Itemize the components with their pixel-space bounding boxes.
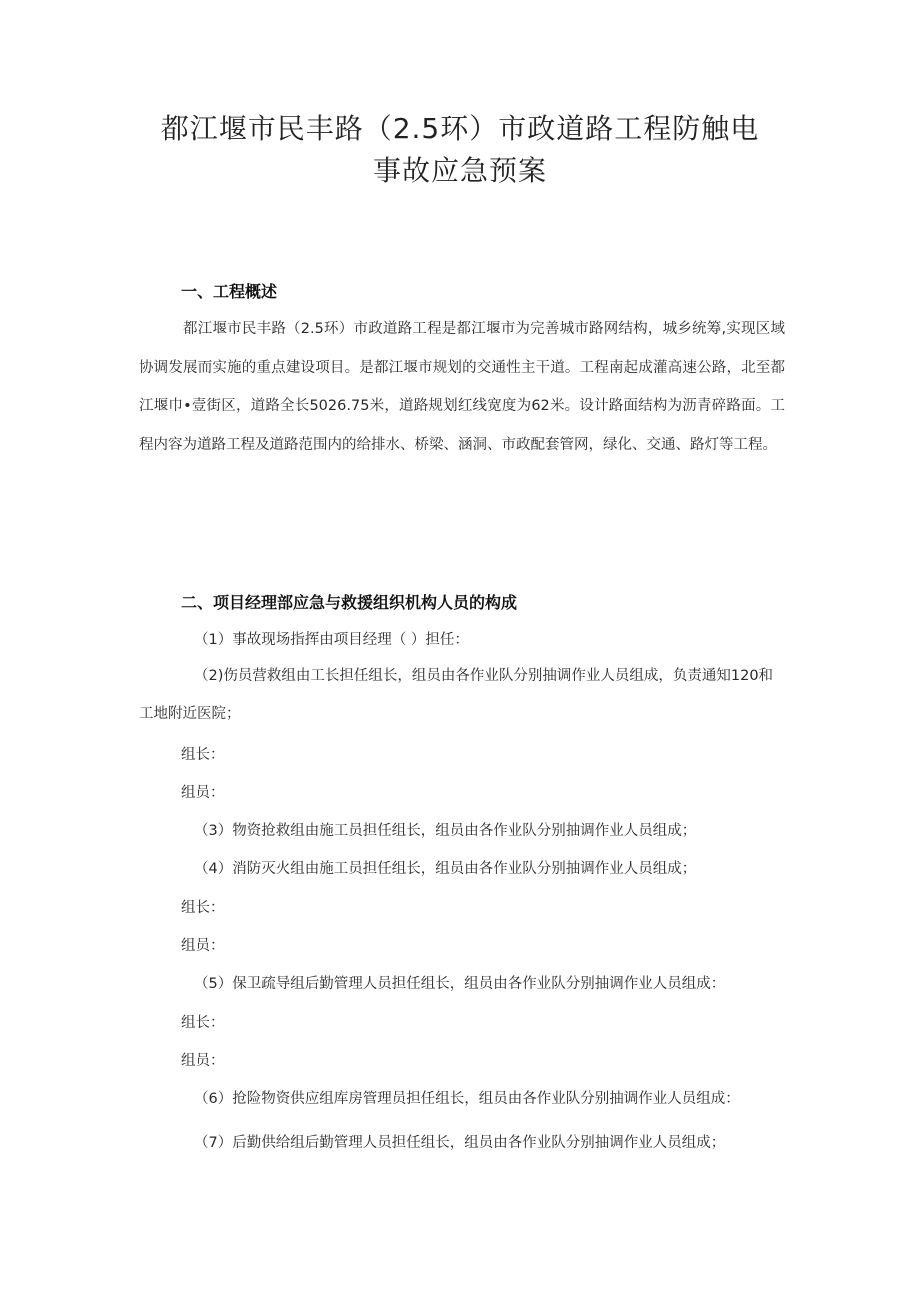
title-line-2: 事故应急预案 [372,154,547,187]
leader-label: 组长： [181,1015,225,1031]
title-line-1: 都江堰市民丰路（2.5环）市政道路工程防触电 [160,112,760,145]
list-item: （2)伤员营救组由工长担任组长，组员由各作业队分别抽调作业人员组成，负责通知120和工地附近医院； [139,668,774,722]
member-label: 组员： [181,785,225,801]
document-title [0,108,920,192]
leader-label: 组长： [181,747,225,763]
section-1-paragraph: 都江堰市民丰路（2.5环）市政道路工程是都江堰市为完善城市路网结构，城乡统筹,实现区域协调发展而实施的重点建设项目。是都江堰市规划的交通性主干道。工程南起成灌高速公路，北至都江堰巾•壹街区，道路全长5026.75米，道路规划红线宽度为62米。设计路面结构为沥青碎路面。工程内容为道路工程及道路范围内的给排水、桥梁、涵洞、市政配套管网，绿化、交通、路灯等工程。 [139,321,785,453]
list-item: （3）物资抢救组由施工员担任组长，组员由各作业队分别抽调作业人员组成； [194,823,697,839]
list-item: （6）抢险物资供应组库房管理员担任组长，组员由各作业队分别抽调作业人员组成： [194,1091,740,1107]
member-label: 组员： [181,1053,225,1069]
section-2-heading: 二、项目经理部应急与救援组织机构人员的构成 [181,593,518,612]
list-item: （7）后勤供给组后勤管理人员担任组长，组员由各作业队分别抽调作业人员组成； [194,1135,726,1151]
member-label: 组员： [181,938,225,954]
list-item: （1）事故现场指挥由项目经理（ ）担任： [194,632,469,648]
list-item: （4）消防灭火组由施工员担任组长，组员由各作业队分别抽调作业人员组成； [194,861,697,877]
section-1-heading: 一、工程概述 [181,282,278,301]
list-item: （5）保卫疏导组后勤管理人员担任组长，组员由各作业队分别抽调作业人员组成： [194,976,726,992]
leader-label: 组长： [181,900,225,916]
